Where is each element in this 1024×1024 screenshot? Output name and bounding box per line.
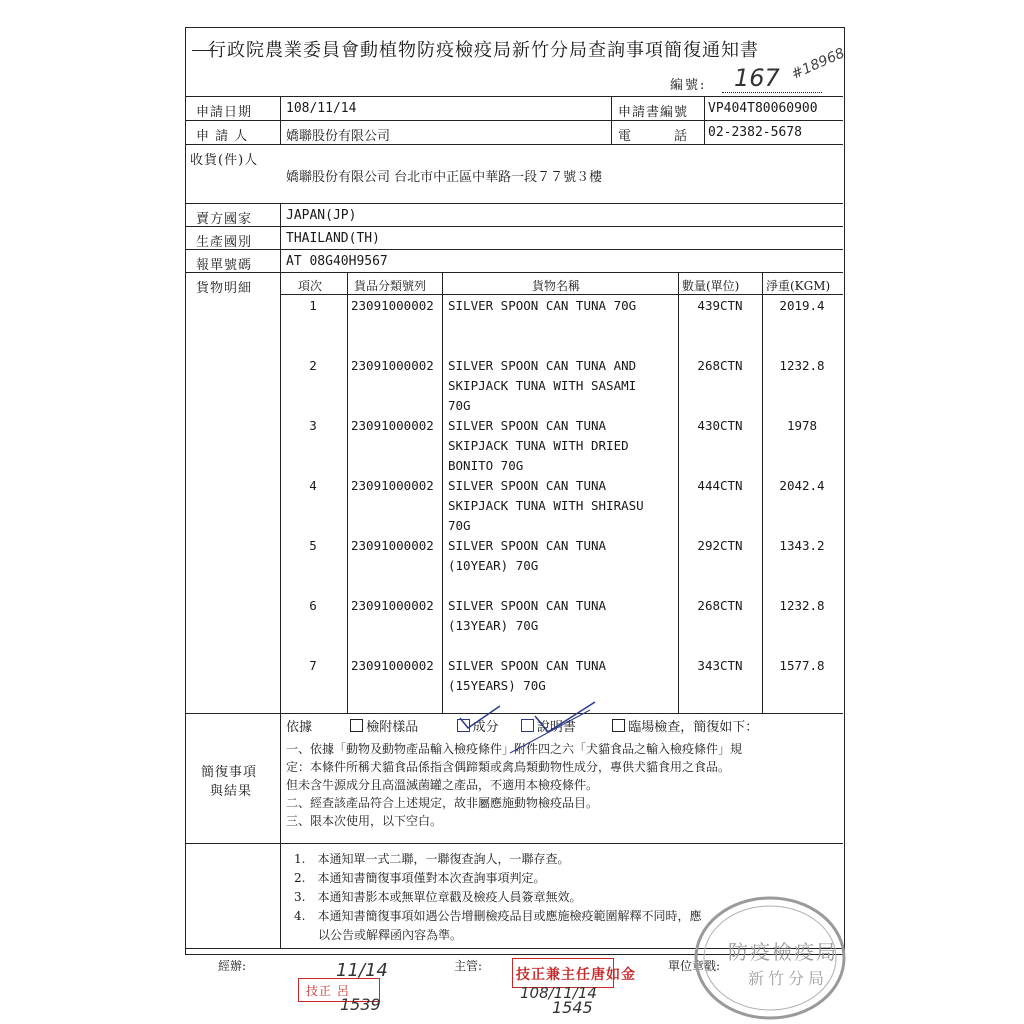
origin-label: 生產國別 (196, 235, 253, 250)
note-5: 以公告或解釋函內容為準。 (294, 928, 463, 942)
goods-row-name (448, 476, 676, 536)
applicant-label: 申 請 人 (196, 129, 249, 144)
note-2: 2. 本通知書簡復事項僅對本次查詢事項判定。 (294, 871, 546, 885)
unit-seal-text-bottom: 新竹分局 (748, 969, 829, 988)
manual-option: 說明書 (536, 720, 576, 735)
divider (186, 144, 843, 145)
goods-header-qty: 數量(單位) (682, 279, 740, 293)
divider (704, 96, 705, 144)
goods-row-no: 6 (309, 598, 317, 613)
goods-row-weight: 2019.4 (779, 298, 825, 313)
goods-header-code: 貨品分類號列 (354, 279, 427, 293)
divider (186, 226, 843, 227)
inspection-checkbox[interactable] (612, 719, 625, 732)
divider (280, 203, 281, 713)
apply-date-value: 108/11/14 (286, 101, 357, 116)
phone-label: 電 話 (618, 129, 689, 144)
supervisor-stamp-text: 技正兼主任唐如金 (516, 967, 636, 983)
goods-row-qty: 444CTN (697, 478, 743, 493)
declaration-value: AT 08G40H9567 (286, 254, 388, 269)
unit-seal-label: 單位章戳: (668, 959, 721, 973)
goods-row-code: 23091000002 (351, 538, 434, 553)
goods-row-no: 7 (309, 658, 317, 673)
goods-row-name-line: BONITO 70G (448, 458, 524, 473)
goods-row-name (448, 596, 676, 636)
note-1: 1. 本通知單一式二聯，一聯復查詢人，一聯存查。 (294, 852, 570, 866)
consignee-value: 嬌聯股份有限公司 台北市中正區中華路一段７７號３樓 (286, 170, 603, 185)
number-label: 編號: (670, 78, 707, 93)
note-3: 3. 本通知書影本或無單位章戳及檢疫人員簽章無效。 (294, 890, 582, 904)
goods-row-code: 23091000002 (351, 298, 434, 313)
unit-seal-text-top: 防疫檢疫局 (728, 940, 838, 964)
apply-number-label: 申請書編號 (618, 105, 689, 120)
divider (186, 249, 843, 250)
number-underline (722, 92, 822, 93)
goods-row-name (448, 656, 676, 696)
handler-handwritten-date: 11/14 (336, 960, 388, 981)
goods-row-name-line: SKIPJACK TUNA WITH SASAMI (448, 378, 637, 393)
goods-row-no: 5 (309, 538, 317, 553)
goods-header-name: 貨物名稱 (532, 279, 581, 293)
supervisor-handwritten-time: 1545 (552, 998, 593, 1017)
number-handwritten: 167 (734, 64, 780, 92)
ingredients-option: 成分 (472, 720, 499, 735)
handler-handwritten-time: 1539 (340, 995, 381, 1014)
goods-row-weight: 2042.4 (779, 478, 825, 493)
goods-row-name-line: SILVER SPOON CAN TUNA 70G (448, 298, 637, 313)
seller-country-value: JAPAN(JP) (286, 208, 357, 223)
goods-row-code: 23091000002 (351, 478, 434, 493)
divider (186, 203, 843, 204)
inspection-notice-form (185, 27, 848, 955)
handler-stamp-text: 技正 呂 (306, 984, 350, 998)
goods-row-name (448, 536, 676, 576)
goods-row-name-line: (10YEAR) 70G (448, 558, 539, 573)
goods-row-name (448, 296, 676, 316)
divider (280, 713, 281, 843)
origin-value: THAILAND(TH) (286, 231, 380, 246)
goods-row-name-line: SILVER SPOON CAN TUNA AND (448, 358, 637, 373)
note-4: 4. 本通知書簡復事項如遇公告增刪檢疫品目或應施檢疫範圍解釋不同時，應 (294, 909, 702, 923)
goods-row-code: 23091000002 (351, 658, 434, 673)
declaration-label: 報單號碼 (196, 258, 253, 273)
goods-row-qty: 430CTN (697, 418, 743, 433)
goods-row-no: 2 (309, 358, 317, 373)
goods-row-name-line: SILVER SPOON CAN TUNA (448, 658, 607, 673)
sample-checkbox[interactable] (350, 719, 363, 732)
reply-line-1: 一、依據「動物及動物產品輸入檢疫條件」附件四之六「犬貓食品之輸入檢疫條件」規 (286, 742, 743, 756)
title-strike-mark (192, 50, 218, 51)
goods-row-name-line: SILVER SPOON CAN TUNA (448, 538, 607, 553)
goods-row-name (448, 356, 676, 416)
divider (762, 272, 763, 713)
goods-row-weight: 1978 (786, 418, 818, 433)
inspection-option: 臨場檢查，簡復如下： (628, 720, 759, 735)
goods-row-code: 23091000002 (351, 418, 434, 433)
divider (186, 272, 843, 273)
reply-label-line1: 簡復事項 (201, 765, 258, 780)
goods-row-name-line: SILVER SPOON CAN TUNA (448, 478, 607, 493)
goods-row-qty: 439CTN (697, 298, 743, 313)
goods-row-name-line: 70G (448, 398, 471, 413)
number-note-handwritten: #18968 (789, 45, 848, 83)
divider (186, 843, 843, 844)
divider (347, 272, 348, 713)
divider (678, 272, 679, 713)
pen-check-marks (430, 698, 600, 758)
sample-option: 檢附樣品 (366, 720, 419, 735)
goods-row-weight: 1577.8 (779, 658, 825, 673)
goods-row-qty: 343CTN (697, 658, 743, 673)
divider (611, 96, 612, 144)
goods-label: 貨物明細 (196, 281, 253, 296)
goods-row-code: 23091000002 (351, 358, 434, 373)
reply-line-3: 但未含牛源成分且高溫滅菌罐之產品，不適用本檢疫條件。 (286, 778, 599, 792)
phone-value: 02-2382-5678 (708, 125, 802, 140)
goods-row-weight: 1343.2 (779, 538, 825, 553)
goods-row-qty: 268CTN (697, 358, 743, 373)
goods-row-name-line: (15YEARS) 70G (448, 678, 546, 693)
goods-row-qty: 268CTN (697, 598, 743, 613)
reply-line-5: 三、限本次使用，以下空白。 (286, 814, 443, 828)
goods-row-no: 4 (309, 478, 317, 493)
basis-label: 依據 (286, 720, 313, 735)
goods-row-no: 1 (309, 298, 317, 313)
apply-date-label: 申請日期 (196, 105, 253, 120)
divider (280, 96, 281, 144)
reply-line-2: 定：本條件所稱犬貓食品係指含偶蹄類或禽鳥類動物性成分，專供犬貓食用之食品。 (286, 760, 731, 774)
supervisor-handwritten-date: 108/11/14 (520, 984, 597, 1002)
goods-row-weight: 1232.8 (779, 358, 825, 373)
goods-header-no: 項次 (298, 279, 323, 293)
goods-row-name-line: SILVER SPOON CAN TUNA (448, 418, 607, 433)
divider (280, 294, 843, 295)
goods-row-name-line: SKIPJACK TUNA WITH SHIRASU (448, 498, 644, 513)
handler-label: 經辦: (218, 959, 247, 973)
goods-row-weight: 1232.8 (779, 598, 825, 613)
goods-row-no: 3 (309, 418, 317, 433)
consignee-label: 收貨(件)人 (190, 153, 259, 168)
divider (186, 96, 843, 97)
document-title: 行政院農業委員會動植物防疫檢疫局新竹分局查詢事項簡復通知書 (208, 40, 759, 61)
applicant-value: 嬌聯股份有限公司 (286, 129, 391, 144)
seller-country-label: 賣方國家 (196, 212, 253, 227)
divider (280, 843, 281, 948)
goods-row-code: 23091000002 (351, 598, 434, 613)
divider (186, 120, 843, 121)
goods-row-name-line: SILVER SPOON CAN TUNA (448, 598, 607, 613)
reply-line-4: 二、經查該產品符合上述規定，故非屬應施動物檢疫品目。 (286, 796, 599, 810)
goods-row-name (448, 416, 676, 476)
reply-label-line2: 與結果 (210, 784, 253, 799)
goods-row-qty: 292CTN (697, 538, 743, 553)
goods-row-name-line: SKIPJACK TUNA WITH DRIED (448, 438, 629, 453)
goods-header-weight: 淨重(KGM) (766, 279, 831, 293)
goods-row-name-line: 70G (448, 518, 471, 533)
apply-number-value: VP404T80060900 (708, 101, 818, 116)
goods-row-name-line: (13YEAR) 70G (448, 618, 539, 633)
supervisor-label: 主管: (454, 959, 483, 973)
